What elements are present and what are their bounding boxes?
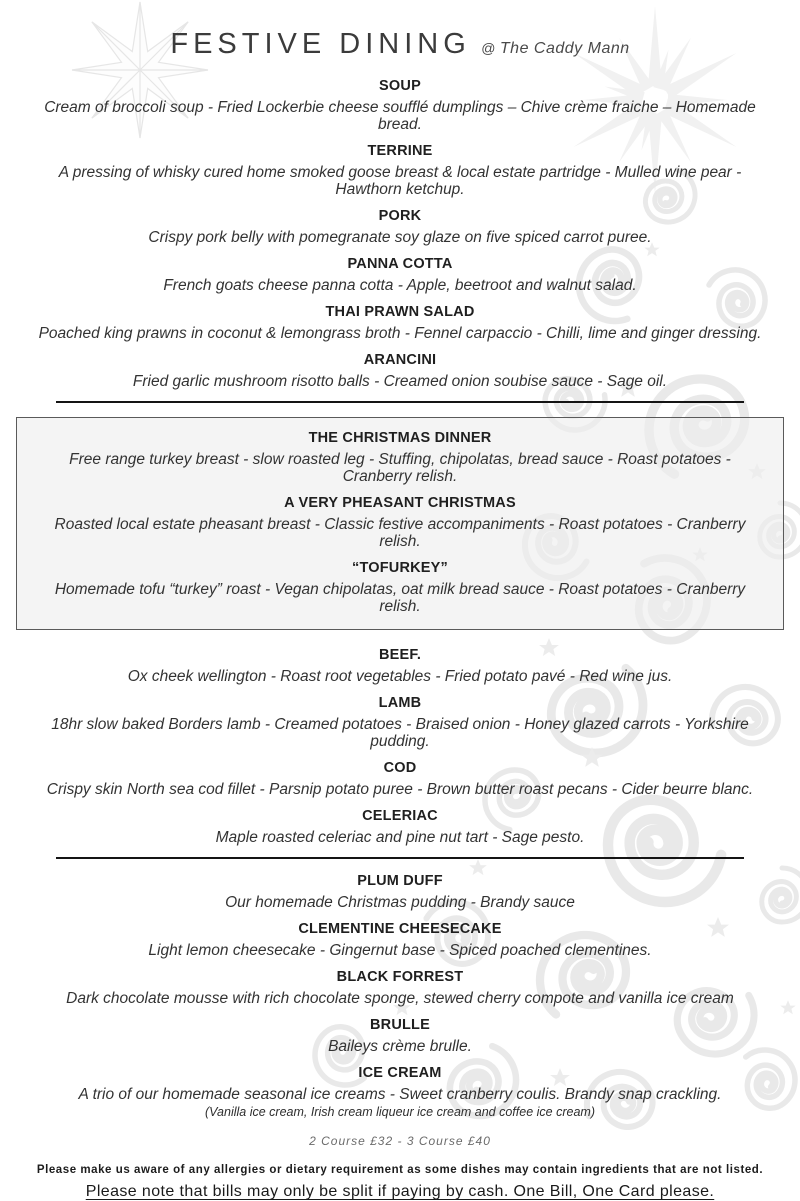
dish-name: CLEMENTINE CHEESECAKE [298, 921, 502, 938]
dish-name: PLUM DUFF [357, 873, 443, 890]
menu-item [30, 696, 770, 750]
menu-item [30, 970, 770, 1007]
menu-item [30, 305, 770, 342]
menu-item [30, 1018, 770, 1055]
at-symbol: @ [481, 40, 496, 56]
dish-name: THAI PRAWN SALAD [325, 304, 475, 321]
dish-description: Roasted local estate pheasant breast - Classic festive accompaniments - Roast potatoes - Cranberry relish. [54, 515, 746, 551]
starters-section [0, 79, 800, 390]
dish-name: PANNA COTTA [347, 256, 453, 273]
menu-item [30, 809, 770, 846]
christmas-specials-box [16, 417, 784, 630]
page-title: FESTIVE DINING [170, 28, 471, 60]
menu-footer [0, 1164, 800, 1201]
dish-name: BRULLE [369, 1017, 430, 1034]
venue-name: The Caddy Mann [499, 40, 630, 57]
dish-description: Our homemade Christmas pudding - Brandy sauce [225, 894, 575, 912]
venue [481, 40, 629, 57]
dish-description: A trio of our homemade seasonal ice creams - Sweet cranberry coulis. Brandy snap crackling. [78, 1085, 722, 1103]
dish-description: Ox cheek wellington - Roast root vegetables - Fried potato pavé - Red wine jus. [127, 668, 673, 686]
menu-item [30, 144, 770, 198]
dish-description: Homemade tofu “turkey” roast - Vegan chipolatas, oat milk bread sauce - Roast potatoes - Cranberry relish. [54, 581, 746, 616]
dish-description: Light lemon cheesecake - Gingernut base - Spiced poached clementines. [148, 942, 652, 959]
menu-item [30, 353, 770, 390]
desserts-section [0, 874, 800, 1119]
dish-name: CELERIAC [362, 808, 438, 825]
dish-name: PORK [378, 208, 422, 225]
dish-description: French goats cheese panna cotta - Apple, beetroot and walnut salad. [163, 276, 637, 294]
menu-item [30, 922, 770, 959]
dish-name: TERRINE [367, 143, 433, 160]
menu-item [47, 431, 753, 485]
dish-description: Fried garlic mushroom risotto balls - Creamed onion soubise sauce - Sage oil. [132, 372, 668, 390]
divider [56, 857, 744, 859]
dish-name: ARANCINI [363, 352, 437, 369]
menu-header [0, 0, 800, 61]
divider [56, 401, 744, 403]
menu-item [47, 496, 753, 550]
dish-name: BLACK FORREST [336, 969, 464, 986]
menu-item [47, 561, 753, 615]
dish-description: Crispy pork belly with pomegranate soy glaze on five spiced carrot puree. [148, 229, 652, 246]
dish-note: (Vanilla ice cream, Irish cream liqueur ice cream and coffee ice cream) [205, 1105, 595, 1119]
menu-item [30, 1066, 770, 1119]
dish-name: BEEF. [378, 647, 422, 664]
bill-split-notice: Please note that bills may only be split if paying by cash. One Bill, One Card please. [85, 1183, 715, 1201]
dish-description: Poached king prawns in coconut & lemongrass broth - Fennel carpaccio - Chilli, lime and ginger dressing. [38, 324, 762, 342]
mains-section [0, 648, 800, 846]
dish-name: COD [383, 760, 417, 777]
dish-name: LAMB [378, 695, 422, 712]
dish-name: A VERY PHEASANT CHRISTMAS [284, 495, 516, 512]
dish-name: THE CHRISTMAS DINNER [308, 430, 492, 446]
dish-name: SOUP [379, 78, 421, 94]
menu-item [30, 761, 770, 798]
dish-description: Cream of broccoli soup - Fried Lockerbie cheese soufflé dumplings – Chive crème fraiche – Homemade bread. [44, 98, 756, 133]
dish-name: “TOFURKEY” [352, 560, 448, 577]
menu-item [30, 648, 770, 685]
dish-name: ICE CREAM [358, 1065, 442, 1082]
menu-item [30, 257, 770, 294]
dish-description: Baileys crème brulle. [328, 1037, 472, 1055]
pricing-line: 2 Course £32 - 3 Course £40 [309, 1134, 491, 1149]
dish-description: Maple roasted celeriac and pine nut tart - Sage pesto. [215, 829, 585, 847]
menu-item [30, 79, 770, 133]
dish-description: Crispy skin North sea cod fillet - Parsnip potato puree - Brown butter roast pecans - Cider beurre blanc. [46, 781, 754, 799]
menu-item [30, 874, 770, 911]
dish-description: A pressing of whisky cured home smoked goose breast & local estate partridge - Mulled wine pear - Hawthorn ketchup. [58, 163, 742, 199]
dish-description: 18hr slow baked Borders lamb - Creamed potatoes - Braised onion - Honey glazed carrots - Yorkshire pudding. [51, 716, 749, 751]
allergy-notice: Please make us aware of any allergies or dietary requirement as some dishes may contain ingredients that are not listed. [36, 1164, 764, 1177]
menu-item [30, 209, 770, 246]
dish-description: Dark chocolate mousse with rich chocolate sponge, stewed cherry compote and vanilla ice cream [66, 989, 734, 1007]
dish-description: Free range turkey breast - slow roasted leg - Stuffing, chipolatas, bread sauce - Roast potatoes - Cranberry relish. [69, 450, 731, 485]
